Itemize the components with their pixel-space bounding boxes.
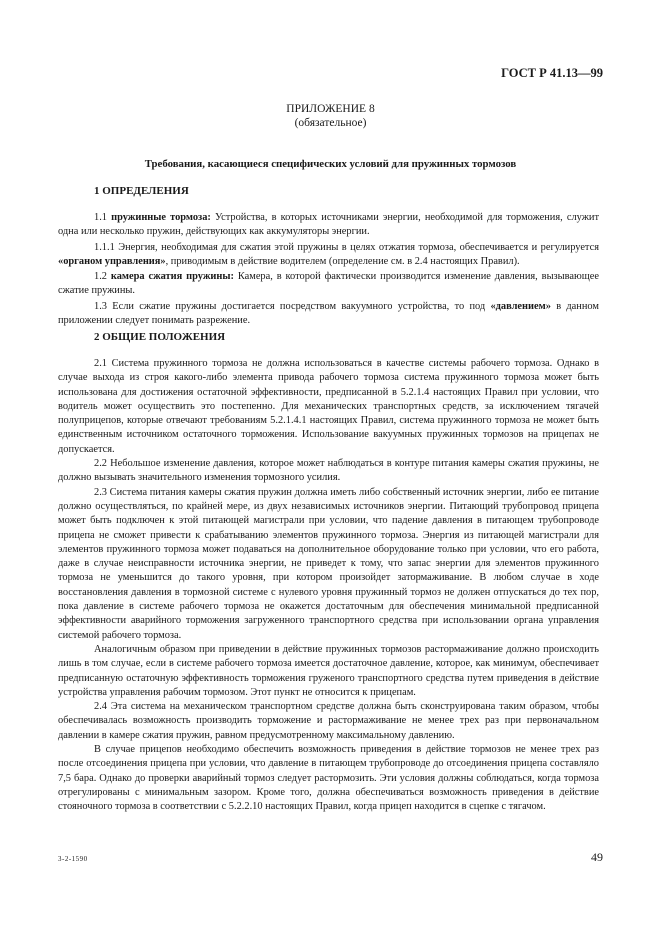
print-code: 3-2-1590 [58,855,88,863]
section-1-body [58,211,599,328]
appendix-heading [0,102,661,130]
paragraph-2-2: 2.2 Небольшое изменение давления, которое может наблюдаться в контуре питания камеры сжатия пружины, не должно вызывать значительного изменения тормозного усилия. [58,458,599,484]
document-title: Требования, касающиеся специфических условий для пружинных тормозов [144,158,517,170]
appendix-subtitle: (обязательное) [294,117,367,129]
document-header-id: ГОСТ Р 41.13—99 [501,66,603,80]
definition-1-1: 1.1 пружинные тормоза: Устройства, в которых источниками энергии, необходимой для торможения, служит одна или несколько пружин, действующих как аккумуляторы энергии. [58,212,599,238]
section-1-heading: 1 ОПРЕДЕЛЕНИЯ [94,185,189,197]
paragraph-2-4: 2.4 Эта система на механическом транспортном средстве должна быть сконструирована таким образом, чтобы обеспечивалась возможность производить торможение и растормаживание не менее трех раз при первоначальном давлении в камере сжатия пружин, равном предусмотренному максимальному давлению. [58,701,599,741]
definition-1-3: 1.3 Если сжатие пружины достигается посредством вакуумного устройства, то под «давлением» в данном приложении следует понимать разрежение. [58,300,599,327]
paragraph-2-4-continued: В случае прицепов необходимо обеспечить возможность приведения в действие тормозов не менее трех раз после отсоединения прицепа при условии, что давление в питающем трубопроводе до отсоединения прицепа составляло 7,5 бара. Однако до проверки аварийный тормоз следует растормозить. Эти условия должны соблюдаться, когда тормоза отрегулированы с минимальным зазором. Кроме того, должна обеспечиваться возможность приведения в действие стояночного тормоза в соответствии с 5.2.2.10 настоящих Правил, когда прицеп находится в сцепке с тягачом. [58,744,599,813]
paragraph-2-1: 2.1 Система пружинного тормоза не должна использоваться в качестве системы рабочего тормоза. Однако в случае выхода из строя какого-либо элемента привода рабочего тормоза система пружинного тормоза может быть использована для достижения остаточной эффективности, предписанной в 5.2.1.4 настоящих Правил при условии, что водитель может осуществить это постепенно. Для механических транспортных средств, за исключением тягачей полуприцепов, которые отвечают требованиям 5.2.1.4.1 настоящих Правил, система пружинного тормоза не может быть единственным источником остаточного торможения. Использование вакуумных пружинных тормозов на прицепах не допускается. [58,358,599,455]
paragraph-2-3-continued: Аналогичным образом при приведении в действие пружинных тормозов растормаживание должно происходить лишь в том случае, если в системе рабочего тормоза имеется достаточное давление, которое, как минимум, обеспечивает предписанную остаточную эффективность торможения груженого транспортного средства путем приведения в действие устройства управления рабочим тормозом. Этот пункт не относится к прицепам. [58,643,599,698]
paragraph-2-3: 2.3 Система питания камеры сжатия пружин должна иметь либо собственный источник энергии, либо ее питание должно осуществляться, по крайней мере, из двух независимых источников энергии. Питающий трубопровод прицепа может быть подключен к этой питающей магистрали при условии, что падение давления в питающем трубопроводе прицепа не сможет привести к срабатыванию элементов пружинного тормоза. Энергия из питающей магистрали для элементов пружинного тормоза может подаваться на дополнительное оборудование только при условии, что его работа, даже в случае неисправности источника энергии, не приведет к тому, что запас энергии для элементов пружинного тормоза не уменьшится до такого уровня, при котором произойдет затормаживание. В любом случае в ходе восстановления давления в тормозной системе с нулевого уровня пружинный тормоз не должен отпускаться до тех пор, пока давление в системе рабочего тормоза не окажется достаточным для обеспечения минимальной предписанной эффективности аварийного торможения загруженного транспортного средства при использовании органа управления системой рабочего тормоза. [58,486,599,641]
section-2-body [58,357,599,815]
definition-1-1-1: 1.1.1 Энергия, необходимая для сжатия этой пружины в целях отжатия тормоза, обеспечивается и регулируется «органом управления», приводимым в действие водителем (определение см. в 2.4 настоящих Правил). [58,241,599,267]
term: «давлением» [490,300,551,312]
page-number: 49 [591,850,603,864]
section-2-heading: 2 ОБЩИЕ ПОЛОЖЕНИЯ [94,331,226,343]
definition-1-2: 1.2 камера сжатия пружины: Камера, в которой фактически производится изменение давления, вызывающее сжатие пружины. [58,271,600,297]
appendix-title: ПРИЛОЖЕНИЕ 8 [286,103,375,115]
term: «органом управления» [58,255,166,267]
term: камера сжатия пружины: [110,271,234,283]
term: пружинные тормоза: [111,212,211,223]
